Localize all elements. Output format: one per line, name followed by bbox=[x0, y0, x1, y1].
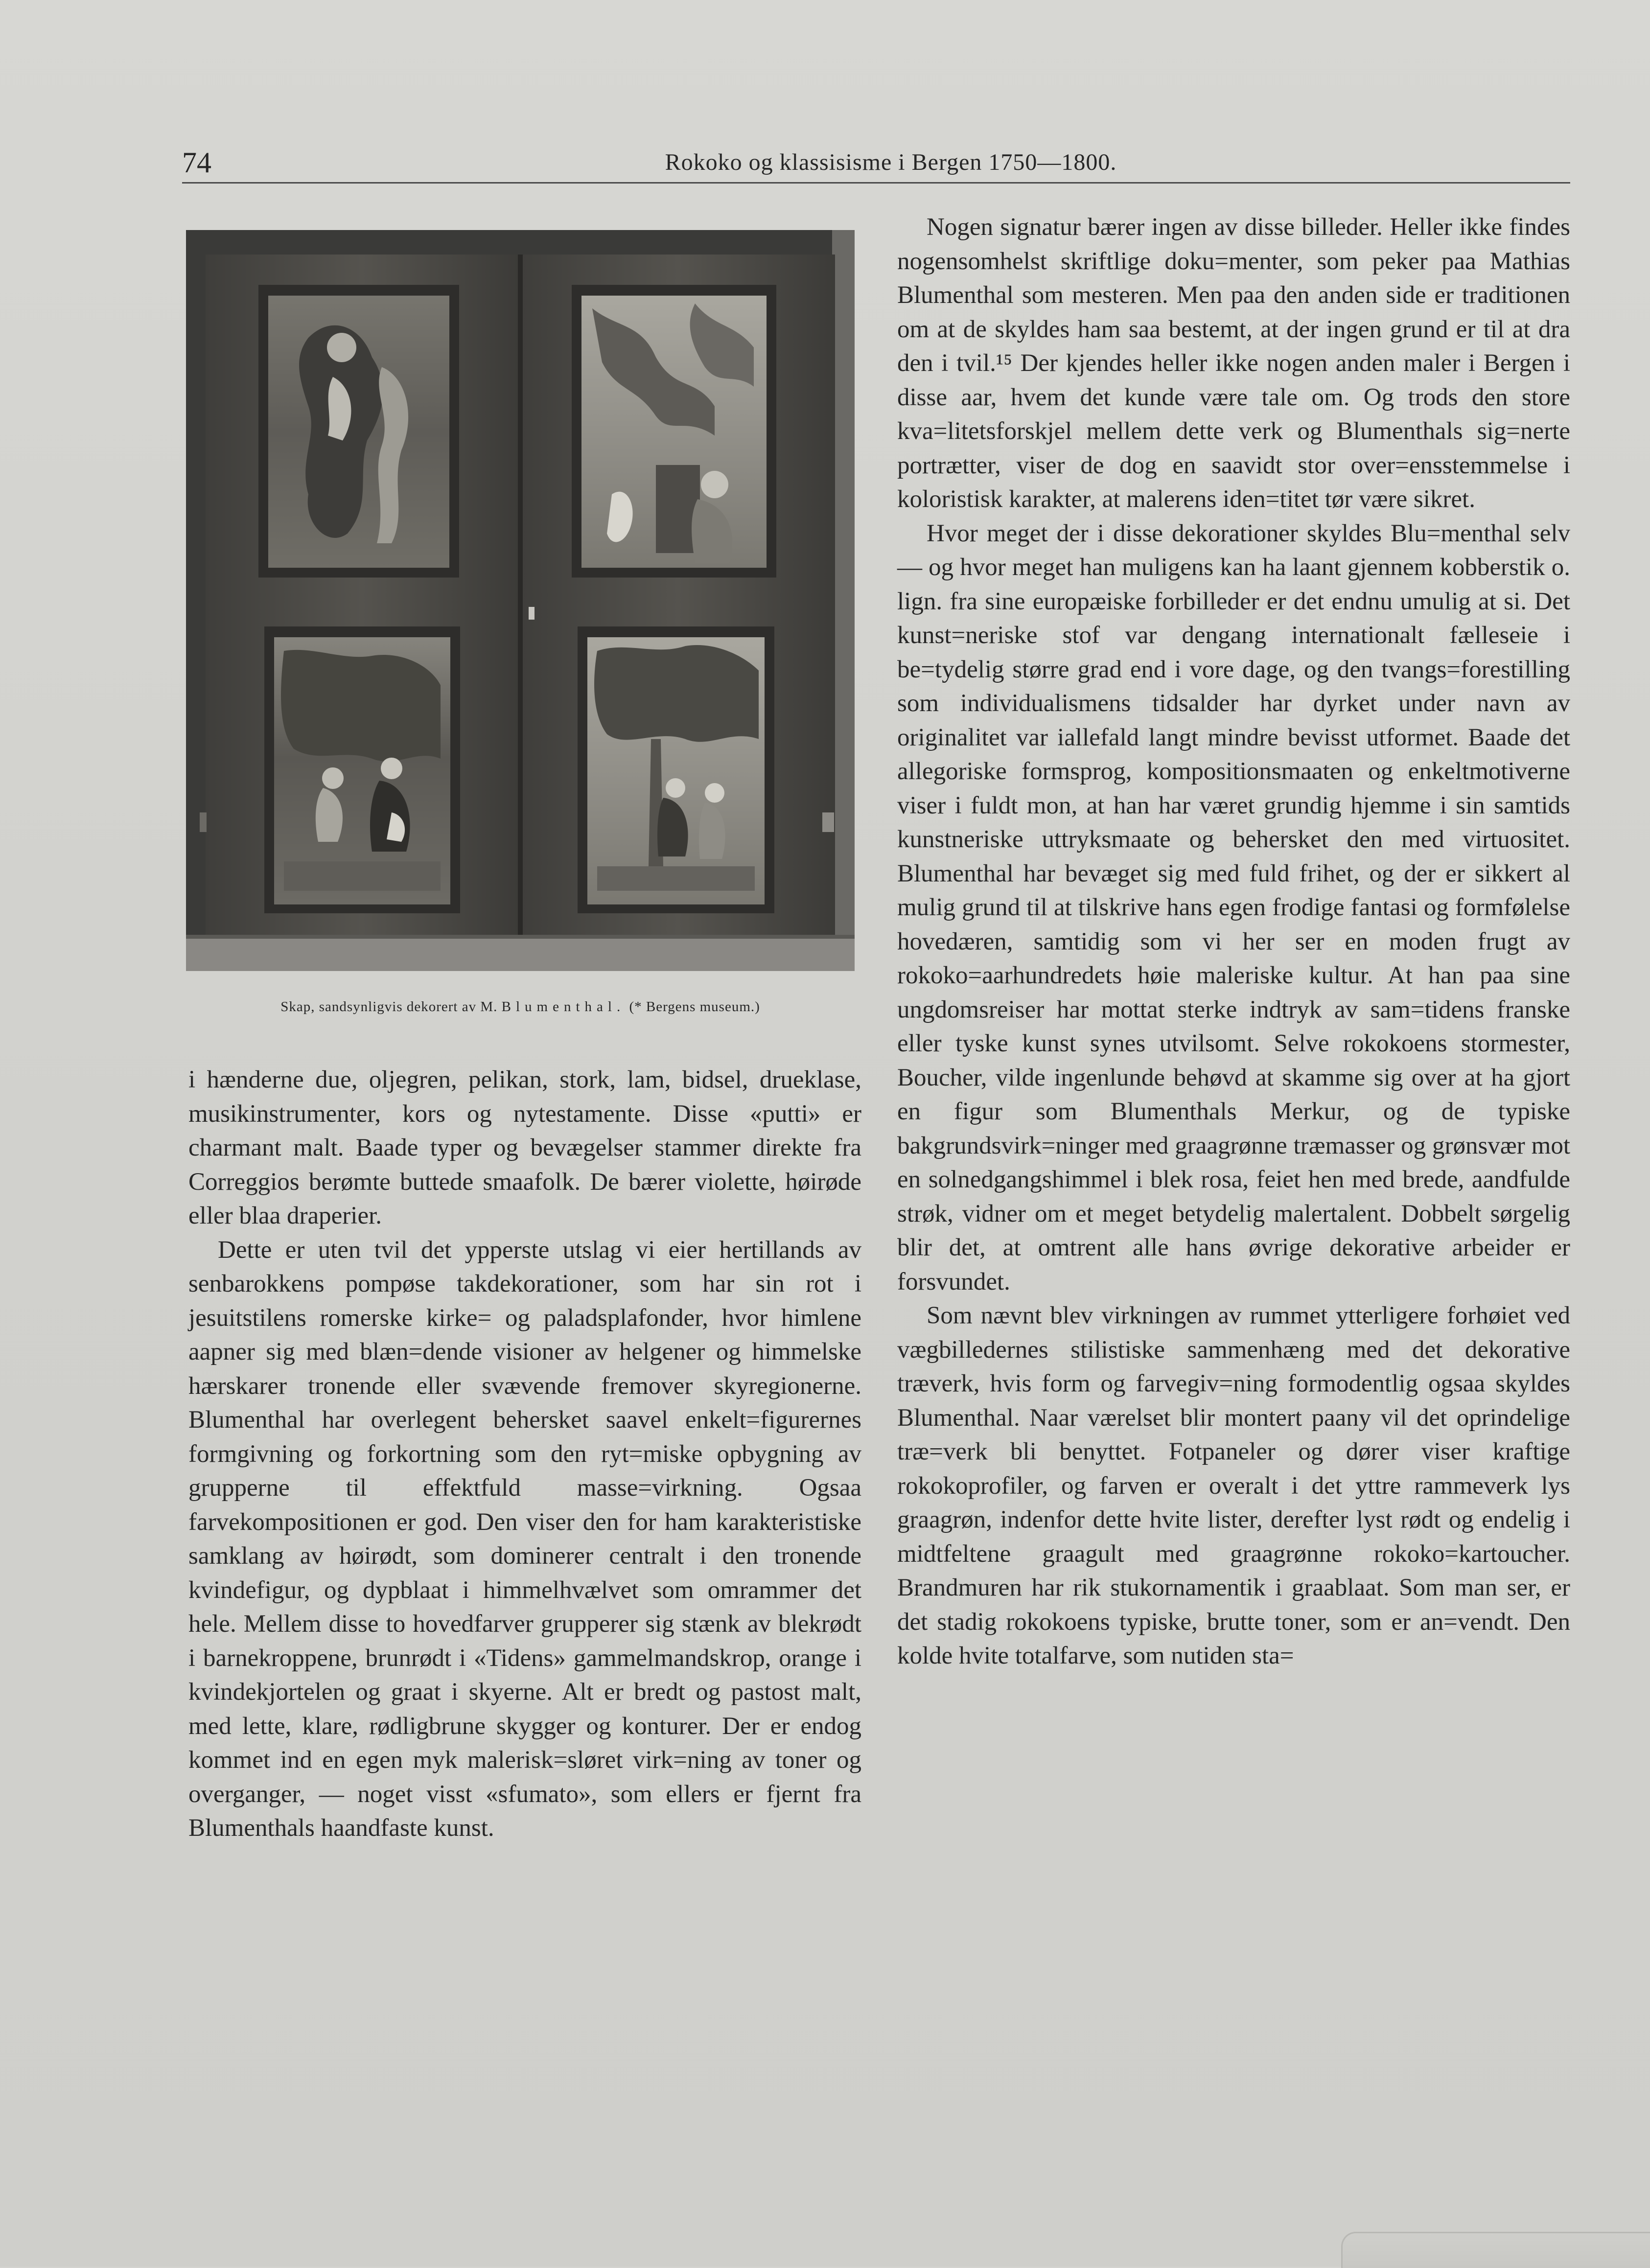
cabinet-photograph bbox=[186, 230, 855, 971]
caption-artist-name: Blumenthal. bbox=[501, 999, 626, 1015]
running-title: Rokoko og klassisisme i Bergen 1750—1800. bbox=[665, 149, 1117, 175]
paragraph: Som nævnt blev virkningen av rummet ytterligere forhøiet ved vægbilledernes stilistiske sammenhæng med det dekorative træverk, hvis form og farvegiv=ning formodentlig ogsaa skyldes Blumenthal. Naar værelset blir montert paany vil det oprindelige træ=verk bli benyttet. Fotpaneler og dører viser kraftige rokokoprofiler, og farven er overalt i det yttre rammeverk lys graagrøn, indenfor dette hvite lister, derefter lyst rødt og endelig i midtfeltene graagult med graagrønne rokoko=kartoucher. Brandmuren har rik stukornamentik i graablaat. Som man ser, er det stadig rokokoens typiske, brutte toner, som er an=vendt. Den kolde hvite totalfarve, som nutiden sta= bbox=[897, 1302, 1570, 1669]
left-text-column bbox=[188, 1063, 861, 1846]
paragraph: Nogen signatur bærer ingen av disse billeder. Heller ikke findes nogensomhelst skriftlige doku=menter, som peker paa Mathias Blumenthal som mesteren. Men paa den anden side er traditionen om at de skyldes ham saa bestemt, at der ingen grund er til at dra den i tvil.¹⁵ Der kjendes heller ikke nogen anden maler i Bergen i disse aar, hvem det kunde være tale om. Og trods den store kva=litetsforskjel mellem dette verk og Blumenthals sig=nerte portrætter, viser de dog en saavidt stor over=ensstemmelse i koloristisk karakter, at malerens iden=titet tør være sikret. bbox=[897, 213, 1570, 513]
figure-caption bbox=[186, 998, 855, 1016]
wall-edge bbox=[832, 230, 855, 935]
paragraph: Dette er uten tvil det ypperste utslag vi eier hertillands av senbarokkens pompøse takdekorationer, som har sin rot i jesuitstilens romerske kirke= og paladsplafonder, hvor himlene aapner sig med blæn=dende visioner av helgener og himmelske hærskarer tronende eller svævende fremover skyregionerne. Blumenthal har overlegent behersket saavel enkelt=figurernes formgivning og forkortning som den ryt=miske opbygning av grupperne til effektfuld masse=virkning. Ogsaa farvekompositionen er god. Den viser den for ham karakteristiske samklang av høirødt, som dominerer centralt i den tronende kvindefigur, og dypblaat i himmelhvælvet som omrammer det hele. Mellem disse to hovedfarver grupperer sig stænk av blekrødt i barnekroppene, brunrødt i «Tidens» gammelmandskrop, orange i kvindekjortelen og graat i skyerne. Alt er bredt og pastost malt, med lette, klare, rødligbrune skygger og konturer. Der er endog kommet ind en egen myk malerisk=sløret virk=ning av toner og overganger, — noget visst «sfumato», som ellers er fjernt fra Blumenthals haandfaste kunst. bbox=[188, 1236, 861, 1842]
caption-source: (* Bergens museum.) bbox=[629, 999, 760, 1015]
header-rule bbox=[182, 182, 1570, 184]
paragraph: Hvor meget der i disse dekorationer skyldes Blu=menthal selv — og hvor meget han muligens kan ha laant gjennem kobberstik o. lign. fra sine europæiske forbilleder er det endnu umulig at si. Det kunst=neriske stof var dengang internationalt fælleseie i be=tydelig større grad end i vore dage, og den tvangs=forestilling som individualismens tidsalder har dyrket under navn av originalitet var iallefald langt mindre bevisst utformet. Baade det allegoriske formsprog, kompositionsmaaten og enkeltmotiverne viser i fuldt mon, at han har været grundig hjemme i sin samtids kunstneriske uttryksmaate og behersket den med virtuositet. Blumenthal har bevæget sig med fuld frihet, og der er sikkert al mulig grund til at tilskrive hans egen frodige fantasi og formfølelse hovedæren, samtidig som vi her ser en moden frugt av rokoko=aarhundredets høie maleriske kultur. At han paa sine ungdomsreiser har mottat sterke indtryk av sam=tidens franske eller tyske kunst synes utvilsomt. Selve rokokoens stormester, Boucher, vilde ingenlunde behøvd at skamme sig over at ha gjort en figur som Blumenthals Merkur, og de typiske bakgrundsvirk=ninger med graagrønne træmasser og grønsvær mot en solnedgangshimmel i blek rosa, feiet hen med brede, aandfulde strøk, vidner om et meget betydelig malertalent. Dobbelt sørgelig blir det, at omtrent alle hans øvrige dekorative arbeider er forsvundet. bbox=[897, 519, 1570, 1296]
page-curl-shadow bbox=[1341, 2232, 1650, 2268]
page-number: 74 bbox=[182, 146, 211, 179]
right-text-column bbox=[897, 210, 1570, 1673]
keyhole bbox=[529, 607, 535, 620]
caption-prefix: Skap, sandsynligvis dekorert av M. bbox=[280, 999, 498, 1015]
paragraph: i hænderne due, oljegren, pelikan, stork, lam, bidsel, drueklase, musikinstrumenter, kors og nytestamente. Disse «putti» er charmant malt. Baade typer og bevægelser stammer direkte fra Correggios berømte buttede smaafolk. De bærer violette, høirøde eller blaa draperier. bbox=[188, 1066, 861, 1229]
hinge bbox=[822, 812, 834, 832]
floor bbox=[186, 935, 855, 971]
